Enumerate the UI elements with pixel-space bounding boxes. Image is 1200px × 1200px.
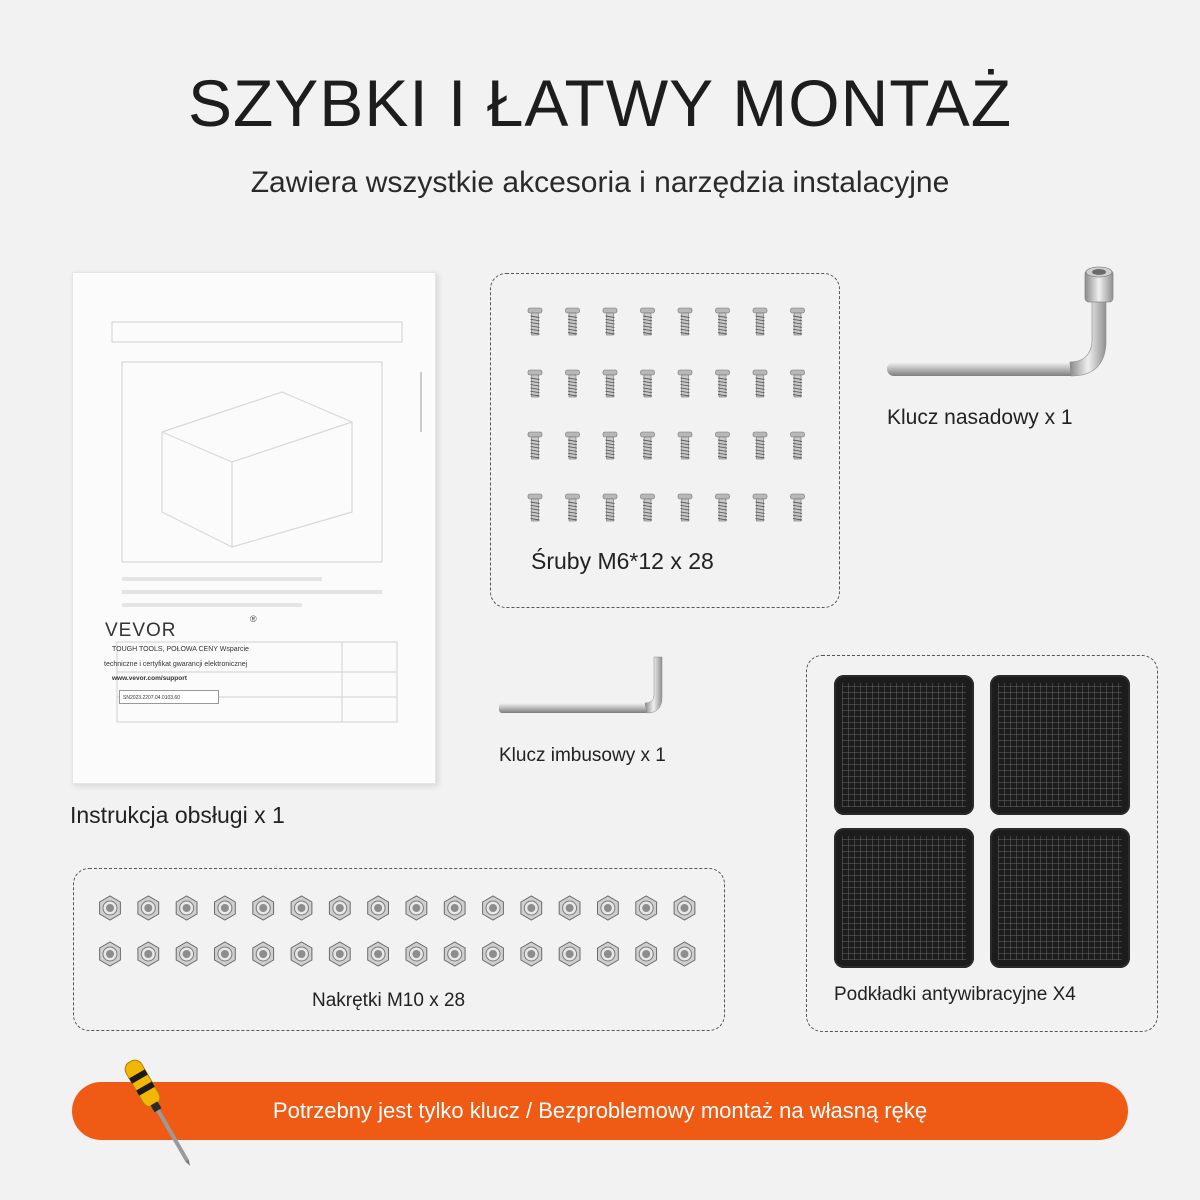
screw-grid (520, 302, 820, 532)
screw-icon (678, 308, 692, 335)
screw-icon (603, 308, 617, 335)
manual-warranty-text: techniczne i certyfikat gwarancji elektronicznej (104, 661, 248, 668)
manual-spine (420, 372, 422, 432)
screw-icon (716, 370, 730, 397)
screw-icon (791, 494, 805, 521)
nut-icon (483, 896, 504, 920)
allen-key-label: Klucz imbusowy x 1 (499, 745, 666, 766)
nut-icon (368, 896, 389, 920)
bottom-banner (72, 1082, 1128, 1140)
manual-booklet (72, 272, 436, 784)
screw-icon (603, 432, 617, 459)
screw-icon (753, 308, 767, 335)
anti-vibration-pad (990, 828, 1130, 968)
allen-key-icon (497, 655, 667, 720)
nut-icon (559, 942, 580, 966)
nut-icon (291, 942, 312, 966)
nut-icon (176, 896, 197, 920)
screw-icon (603, 494, 617, 521)
anti-vibration-pad (834, 828, 974, 968)
socket-wrench-label: Klucz nasadowy x 1 (887, 406, 1073, 429)
screw-icon (566, 308, 580, 335)
banner-text: Potrzebny jest tylko klucz / Bezproblemowy montaż na własną rękę (272, 1098, 928, 1123)
nut-icon (100, 942, 121, 966)
screw-icon (566, 432, 580, 459)
nut-icon (291, 896, 312, 920)
nut-icon (559, 896, 580, 920)
screw-icon (791, 432, 805, 459)
screw-icon (528, 308, 542, 335)
screw-icon (641, 432, 655, 459)
nut-icon (636, 942, 657, 966)
nut-icon (636, 896, 657, 920)
nut-icon (253, 942, 274, 966)
nut-icon (521, 942, 542, 966)
nut-icon (176, 942, 197, 966)
nut-icon (598, 896, 619, 920)
nut-icon (329, 896, 350, 920)
screw-icon (716, 308, 730, 335)
nut-icon (138, 896, 159, 920)
screw-icon (528, 432, 542, 459)
screw-icon (641, 308, 655, 335)
nut-icon (674, 942, 695, 966)
nut-icon (521, 896, 542, 920)
screwdriver-icon (104, 1052, 214, 1172)
nut-icon (444, 896, 465, 920)
nut-icon (100, 896, 121, 920)
nut-icon (215, 896, 236, 920)
screw-icon (528, 370, 542, 397)
anti-vibration-pad (834, 675, 974, 815)
screw-icon (753, 432, 767, 459)
manual-support-url: www.vevor.com/support (112, 675, 187, 682)
screw-icon (791, 308, 805, 335)
socket-wrench-icon (885, 262, 1125, 387)
nut-icon (444, 942, 465, 966)
nut-icon (368, 942, 389, 966)
screw-icon (678, 432, 692, 459)
screw-icon (566, 370, 580, 397)
pads-label: Podkładki antywibracyjne X4 (834, 984, 1076, 1005)
screw-icon (566, 494, 580, 521)
screws-label: Śruby M6*12 x 28 (531, 548, 714, 574)
anti-vibration-pad (990, 675, 1130, 815)
page-subtitle: Zawiera wszystkie akcesoria i narzędzia instalacyjne (250, 166, 950, 199)
nut-icon (253, 896, 274, 920)
manual-label: Instrukcja obsługi x 1 (70, 802, 285, 828)
nut-icon (598, 942, 619, 966)
nut-icon (674, 896, 695, 920)
nut-icon (215, 942, 236, 966)
screw-icon (716, 494, 730, 521)
page-title: SZYBKI I ŁATWY MONTAŻ (187, 66, 1013, 140)
manual-brand-logo: VEVOR (105, 620, 177, 641)
screw-icon (753, 494, 767, 521)
screw-icon (716, 432, 730, 459)
screw-icon (678, 370, 692, 397)
nut-icon (406, 896, 427, 920)
nuts-label: Nakrętki M10 x 28 (312, 990, 466, 1011)
manual-cover-illustration (102, 312, 407, 812)
screw-icon (753, 370, 767, 397)
nut-icon (138, 942, 159, 966)
nut-icon (329, 942, 350, 966)
screw-icon (603, 370, 617, 397)
manual-tagline: TOUGH TOOLS, POŁOWA CENY Wsparcie (112, 646, 249, 653)
screw-icon (791, 370, 805, 397)
screw-icon (641, 494, 655, 521)
screw-icon (528, 494, 542, 521)
screw-icon (641, 370, 655, 397)
manual-serial-sticker: SN2023.2207.04.0103.60 (119, 690, 219, 704)
registered-mark: ® (250, 614, 257, 624)
screw-icon (678, 494, 692, 521)
nut-icon (483, 942, 504, 966)
nut-grid (96, 892, 700, 967)
nut-icon (406, 942, 427, 966)
